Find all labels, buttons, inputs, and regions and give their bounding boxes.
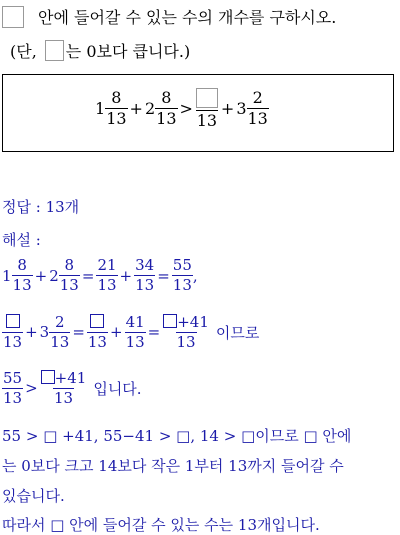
plus-sign: + xyxy=(109,323,123,341)
denominator: 13 xyxy=(3,388,23,407)
explanation-line-5: 는 0보다 크고 14보다 작은 1부터 13까지 들어갈 수 xyxy=(2,457,344,475)
denominator: 13 xyxy=(156,109,177,128)
numerator-blank-box xyxy=(41,370,55,384)
answer-blank-box xyxy=(2,6,24,28)
numerator: 2 xyxy=(252,88,263,107)
denominator: 13 xyxy=(176,333,196,351)
fraction xyxy=(155,90,177,127)
fraction xyxy=(195,88,219,129)
fraction xyxy=(172,258,193,293)
explanation-equation-1 xyxy=(2,258,198,293)
denominator: 13 xyxy=(50,332,70,351)
numerator: 8 xyxy=(64,256,75,274)
fraction xyxy=(2,314,23,350)
fraction xyxy=(105,90,127,127)
numerator: 21 xyxy=(97,256,117,274)
denominator: 13 xyxy=(172,276,192,294)
denominator: 13 xyxy=(196,111,218,130)
comma: , xyxy=(192,266,198,285)
answer-label: 정답 : 13개 xyxy=(2,198,80,216)
fraction xyxy=(12,258,33,293)
term-whole: 1 xyxy=(95,99,106,118)
denominator: 13 xyxy=(3,333,23,351)
question-line xyxy=(2,5,336,28)
denominator: 13 xyxy=(97,276,117,294)
explanation-equation-2 xyxy=(2,314,259,350)
problem-box xyxy=(2,74,394,152)
term-whole: 1 xyxy=(2,266,12,285)
equals-sign: = xyxy=(72,323,85,341)
numerator-blank-box xyxy=(6,314,20,328)
equals-sign: = xyxy=(81,266,95,285)
numerator: 8 xyxy=(161,88,172,107)
denominator: 13 xyxy=(125,332,145,351)
plus-sign: + xyxy=(220,99,235,118)
numerator: 8 xyxy=(111,88,122,107)
problem-inequality xyxy=(95,88,269,129)
condition-rest: 는 0보다 큽니다.) xyxy=(65,42,191,61)
explanation-line-7: 따라서 □ 안에 들어갈 수 있는 수는 13개입니다. xyxy=(2,516,320,534)
numerator: +41 xyxy=(54,369,87,387)
equals-sign: = xyxy=(157,266,170,285)
equals-sign: = xyxy=(147,323,161,341)
condition-open: (단, xyxy=(10,42,37,61)
denominator: 13 xyxy=(135,276,155,294)
term-whole: 2 xyxy=(49,266,59,285)
term-whole: 3 xyxy=(236,99,247,118)
denominator: 13 xyxy=(53,389,74,407)
numerator-blank-box xyxy=(90,314,104,328)
fraction xyxy=(40,370,88,406)
fraction xyxy=(247,90,269,127)
connector-text: 이므로 xyxy=(215,323,260,342)
plus-sign: + xyxy=(34,266,48,285)
fraction xyxy=(59,258,80,293)
plus-sign: + xyxy=(119,266,133,285)
fraction xyxy=(162,314,210,350)
explanation-line-4: 55 > □ +41, 55−41 > □, 14 > □이므로 □ 안에 xyxy=(2,427,352,445)
denominator: 13 xyxy=(12,276,32,294)
denominator: 13 xyxy=(59,276,79,294)
explanation-line-6: 있습니다. xyxy=(2,487,65,505)
condition-line xyxy=(10,39,190,62)
fraction xyxy=(2,368,23,407)
numerator: 41 xyxy=(125,312,145,331)
greater-than-sign: > xyxy=(25,379,38,397)
condition-blank-box xyxy=(45,40,64,61)
plus-sign: + xyxy=(25,323,38,341)
term-whole: 2 xyxy=(144,99,156,118)
denominator: 13 xyxy=(247,109,268,128)
fraction xyxy=(87,314,108,350)
denominator: 13 xyxy=(106,109,127,128)
fraction xyxy=(125,312,146,351)
question-text: 안에 들어갈 수 있는 수의 개수를 구하시오. xyxy=(38,8,337,27)
numerator: 2 xyxy=(54,312,65,331)
numerator-blank-box xyxy=(163,314,177,328)
denominator: 13 xyxy=(87,333,107,351)
explanation-equation-3 xyxy=(2,370,142,406)
term-whole: 3 xyxy=(39,323,50,341)
fraction xyxy=(49,312,70,351)
plus-sign: + xyxy=(129,99,143,118)
explanation-label: 해설 : xyxy=(2,231,41,249)
connector-text: 입니다. xyxy=(93,379,142,398)
fraction xyxy=(96,258,117,293)
numerator: 34 xyxy=(135,256,155,274)
fraction xyxy=(134,258,155,293)
numerator: 8 xyxy=(17,256,27,274)
numerator: 55 xyxy=(172,256,192,274)
numerator-blank-box xyxy=(196,88,218,108)
greater-than-sign: > xyxy=(179,99,193,118)
numerator: 55 xyxy=(3,368,23,387)
numerator: +41 xyxy=(177,313,209,331)
